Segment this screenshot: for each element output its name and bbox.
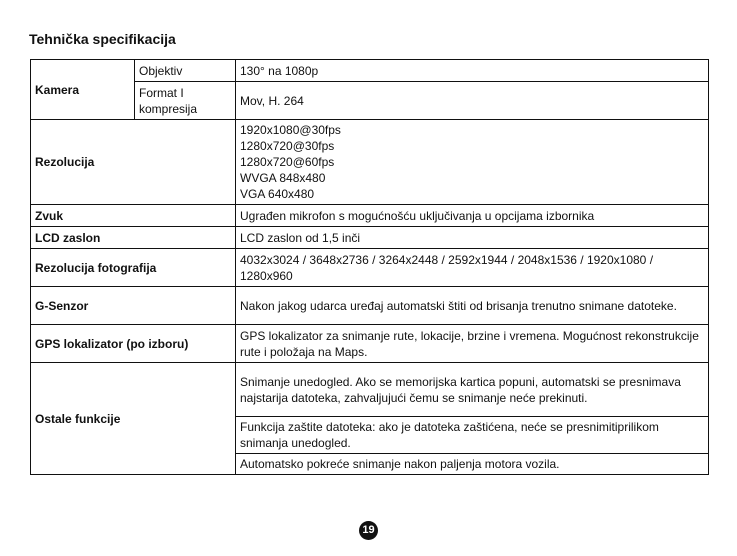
rezolucija-line: 1920x1080@30fps — [240, 123, 341, 137]
label-foto: Rezolucija fotografija — [31, 249, 236, 287]
label-gsenzor: G-Senzor — [31, 287, 236, 325]
page-number-badge: 19 — [359, 521, 378, 540]
value-ostale-3: Automatsko pokreće snimanje nakon paljenja motora vozila. — [236, 454, 709, 475]
value-format: Mov, H. 264 — [236, 82, 709, 120]
value-ostale-2: Funkcija zaštite datoteka: ako je datoteka zaštićena, neće se presnimitiprilikom snimanja unedogled. — [236, 417, 709, 454]
value-gsenzor: Nakon jakog udarca uređaj automatski štiti od brisanja trenutno snimane datoteke. — [236, 287, 709, 325]
rezolucija-line: WVGA 848x480 — [240, 171, 326, 185]
rezolucija-line: VGA 640x480 — [240, 187, 315, 201]
table-row-gsenzor — [31, 287, 709, 325]
value-zvuk: Ugrađen mikrofon s mogućnošću uključivanja u opcijama izbornika — [236, 205, 709, 227]
value-rezolucija — [236, 120, 709, 205]
table-row-gps — [31, 325, 709, 363]
label-kamera: Kamera — [31, 60, 135, 120]
table-row-zvuk — [31, 205, 709, 227]
value-lcd: LCD zaslon od 1,5 inči — [236, 227, 709, 249]
label-rezolucija: Rezolucija — [31, 120, 236, 205]
table-row-foto — [31, 249, 709, 287]
rezolucija-line: 1280x720@60fps — [240, 155, 335, 169]
table-row-kamera-objektiv — [31, 60, 709, 82]
page-title: Tehnička specifikacija — [29, 31, 176, 47]
spec-table — [30, 59, 709, 475]
value-foto: 4032x3024 / 3648x2736 / 3264x2448 / 2592x1944 / 2048x1536 / 1920x1080 / 1280x960 — [236, 249, 709, 287]
label-gps: GPS lokalizator (po izboru) — [31, 325, 236, 363]
value-objektiv: 130° na 1080p — [236, 60, 709, 82]
sublabel-objektiv: Objektiv — [135, 60, 236, 82]
sublabel-format: Format I kompresija — [135, 82, 236, 120]
value-gps: GPS lokalizator za snimanje rute, lokacije, brzine i vremena. Mogućnost rekonstrukcije rute i položaja na Maps. — [236, 325, 709, 363]
table-row-lcd — [31, 227, 709, 249]
label-ostale: Ostale funkcije — [31, 363, 236, 475]
table-row-rezolucija — [31, 120, 709, 205]
value-ostale-1: Snimanje unedogled. Ako se memorijska kartica popuni, automatski se presnimava najstarija datoteka, zahvaljujući čemu se snimanje neće prekinuti. — [236, 363, 709, 417]
label-zvuk: Zvuk — [31, 205, 236, 227]
label-lcd: LCD zaslon — [31, 227, 236, 249]
rezolucija-line: 1280x720@30fps — [240, 139, 335, 153]
table-row-ostale-1 — [31, 363, 709, 417]
